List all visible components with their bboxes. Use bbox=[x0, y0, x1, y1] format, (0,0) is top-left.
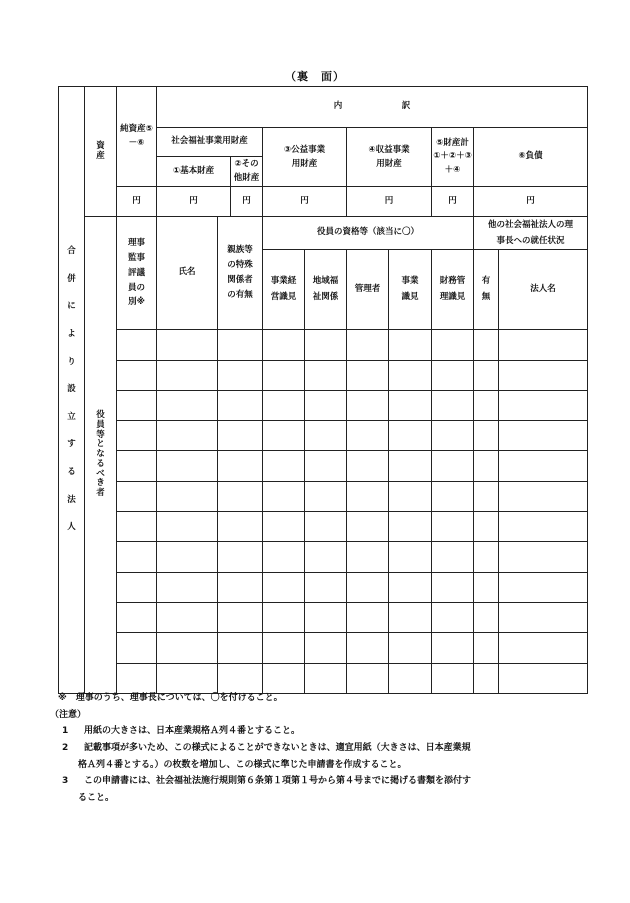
property-total-header bbox=[432, 128, 474, 187]
officer-type-cell[interactable] bbox=[117, 512, 157, 542]
type-line: 別※ bbox=[128, 297, 145, 308]
relatives-cell[interactable] bbox=[218, 602, 263, 632]
officer-name-cell[interactable] bbox=[157, 390, 218, 420]
corp-name-cell[interactable] bbox=[499, 512, 588, 542]
officer-entry-row bbox=[59, 360, 588, 390]
relatives-cell[interactable] bbox=[218, 421, 263, 451]
corp-name-cell[interactable] bbox=[499, 542, 588, 572]
regional-cell[interactable] bbox=[305, 542, 347, 572]
corp-name-cell[interactable] bbox=[499, 451, 588, 481]
biz-mgmt-cell[interactable] bbox=[263, 481, 305, 511]
side-char: に bbox=[67, 301, 76, 312]
biz-insight-cell[interactable] bbox=[389, 633, 432, 663]
biz-mgmt-cell[interactable] bbox=[263, 360, 305, 390]
corp-name-cell[interactable] bbox=[499, 633, 588, 663]
biz-insight-cell[interactable] bbox=[389, 390, 432, 420]
regional-welfare-header bbox=[305, 250, 347, 330]
breakdown-header: 内 訳 bbox=[157, 87, 588, 128]
biz-insight-cell[interactable] bbox=[389, 512, 432, 542]
relatives-cell[interactable] bbox=[218, 542, 263, 572]
revenue-property-header bbox=[347, 128, 432, 187]
officer-entry-row bbox=[59, 390, 588, 420]
liabilities-value[interactable]: 円 bbox=[474, 187, 588, 217]
manager-cell[interactable] bbox=[347, 481, 389, 511]
officer-type-cell[interactable] bbox=[117, 451, 157, 481]
other-corp-line: 事長への就任状況 bbox=[496, 236, 565, 247]
officer-type-header bbox=[117, 217, 157, 330]
note-item-2 bbox=[58, 740, 588, 757]
assets-row-label bbox=[85, 87, 117, 217]
liabilities-header: ⑥負債 bbox=[474, 128, 588, 187]
officer-entry-row bbox=[59, 330, 588, 360]
side-char: 併 bbox=[67, 273, 76, 284]
presence-cell[interactable] bbox=[474, 390, 499, 420]
presence-cell[interactable] bbox=[474, 360, 499, 390]
regional-cell[interactable] bbox=[305, 663, 347, 693]
manager-cell[interactable] bbox=[347, 512, 389, 542]
manager-cell[interactable] bbox=[347, 542, 389, 572]
relatives-cell[interactable] bbox=[218, 390, 263, 420]
biz-mgmt-cell[interactable] bbox=[263, 633, 305, 663]
regional-cell[interactable] bbox=[305, 572, 347, 602]
manager-cell[interactable] bbox=[347, 390, 389, 420]
relatives-line: の特殊 bbox=[227, 260, 253, 271]
revenue-line: ④収益事業 bbox=[368, 144, 410, 155]
officer-type-cell[interactable] bbox=[117, 390, 157, 420]
officers-label-char: な bbox=[96, 449, 105, 460]
officer-name-cell[interactable] bbox=[157, 602, 218, 632]
biz-insight-cell[interactable] bbox=[389, 572, 432, 602]
note-item-3 bbox=[58, 773, 588, 790]
finance-cell[interactable] bbox=[432, 512, 474, 542]
note-item-3-continued: ること。 bbox=[78, 792, 115, 803]
public-property-value[interactable]: 円 bbox=[263, 187, 347, 217]
public-property-header bbox=[263, 128, 347, 187]
officers-label-char: き bbox=[96, 478, 105, 489]
finance-cell[interactable] bbox=[432, 572, 474, 602]
net-assets-header: 純資産⑤－⑥ bbox=[117, 87, 157, 187]
q-line: 識見 bbox=[401, 291, 419, 302]
corp-name-cell[interactable] bbox=[499, 330, 588, 360]
officer-entry-row bbox=[59, 663, 588, 693]
biz-mgmt-cell[interactable] bbox=[263, 451, 305, 481]
q-line: 有 bbox=[481, 276, 491, 287]
biz-insight-cell[interactable] bbox=[389, 481, 432, 511]
other-property-header: ②その他財産 bbox=[231, 157, 263, 187]
officer-name-cell[interactable] bbox=[157, 451, 218, 481]
relatives-cell[interactable] bbox=[218, 572, 263, 602]
name-header: 氏名 bbox=[157, 217, 218, 330]
biz-mgmt-cell[interactable] bbox=[263, 542, 305, 572]
officer-entry-row bbox=[59, 512, 588, 542]
presence-cell[interactable] bbox=[474, 663, 499, 693]
officer-name-cell[interactable] bbox=[157, 360, 218, 390]
relatives-line: の有無 bbox=[227, 290, 253, 301]
officer-type-cell[interactable] bbox=[117, 481, 157, 511]
type-line: 監事 bbox=[127, 252, 145, 263]
side-char: 設 bbox=[67, 384, 76, 395]
regional-cell[interactable] bbox=[305, 360, 347, 390]
biz-insight-cell[interactable] bbox=[389, 663, 432, 693]
corp-name-header: 法人名 bbox=[499, 250, 588, 330]
q-line: 無 bbox=[481, 291, 491, 302]
officers-label-char: 者 bbox=[96, 488, 105, 499]
officers-label-char: 等 bbox=[96, 429, 105, 440]
finance-cell[interactable] bbox=[432, 390, 474, 420]
relatives-header bbox=[218, 217, 263, 330]
officer-name-cell[interactable] bbox=[157, 663, 218, 693]
manager-cell[interactable] bbox=[347, 451, 389, 481]
finance-cell[interactable] bbox=[432, 481, 474, 511]
biz-insight-header bbox=[389, 250, 432, 330]
q-line: 営識見 bbox=[270, 291, 297, 302]
other-property-value[interactable]: 円 bbox=[231, 187, 263, 217]
presence-cell[interactable] bbox=[474, 633, 499, 663]
side-char: 合 bbox=[67, 246, 76, 257]
officer-name-cell[interactable] bbox=[157, 572, 218, 602]
biz-mgmt-header bbox=[263, 250, 305, 330]
notes-heading: （注意） bbox=[50, 709, 87, 720]
manager-cell[interactable] bbox=[347, 633, 389, 663]
presence-cell[interactable] bbox=[474, 451, 499, 481]
relatives-cell[interactable] bbox=[218, 663, 263, 693]
side-char: 人 bbox=[67, 522, 76, 533]
application-form-table bbox=[58, 86, 588, 694]
presence-cell[interactable] bbox=[474, 572, 499, 602]
revenue-property-value[interactable]: 円 bbox=[347, 187, 432, 217]
officer-entry-row bbox=[59, 602, 588, 632]
officer-name-cell[interactable] bbox=[157, 542, 218, 572]
officers-label-char: 員 bbox=[96, 419, 105, 430]
relatives-cell[interactable] bbox=[218, 481, 263, 511]
type-line: 評議 bbox=[127, 267, 145, 278]
relatives-line: 関係者 bbox=[227, 275, 253, 286]
officer-name-cell[interactable] bbox=[157, 421, 218, 451]
net-assets-value[interactable]: 円 bbox=[117, 187, 157, 217]
officer-type-cell[interactable] bbox=[117, 572, 157, 602]
presence-cell[interactable] bbox=[474, 512, 499, 542]
officer-entry-row bbox=[59, 542, 588, 572]
manager-cell[interactable] bbox=[347, 663, 389, 693]
note-number: 1 bbox=[62, 726, 69, 737]
assets-label-char: 産 bbox=[96, 150, 105, 161]
q-line: 事業 bbox=[401, 276, 419, 287]
regional-cell[interactable] bbox=[305, 330, 347, 360]
note-item-1 bbox=[58, 723, 588, 740]
biz-mgmt-cell[interactable] bbox=[263, 572, 305, 602]
relatives-cell[interactable] bbox=[218, 330, 263, 360]
type-line: 員の bbox=[127, 282, 145, 293]
regional-cell[interactable] bbox=[305, 602, 347, 632]
manager-header: 管理者 bbox=[347, 250, 389, 330]
note-text: 用紙の大きさは、日本産業規格Ａ列４番とすること。 bbox=[84, 726, 301, 737]
property-total-value[interactable]: 円 bbox=[432, 187, 474, 217]
corp-name-cell[interactable] bbox=[499, 360, 588, 390]
finance-cell[interactable] bbox=[432, 663, 474, 693]
manager-cell[interactable] bbox=[347, 602, 389, 632]
officers-label-char: る bbox=[96, 458, 105, 469]
relatives-cell[interactable] bbox=[218, 360, 263, 390]
q-line: 理識見 bbox=[439, 291, 466, 302]
officer-name-cell[interactable] bbox=[157, 633, 218, 663]
corp-name-cell[interactable] bbox=[499, 421, 588, 451]
regional-cell[interactable] bbox=[305, 451, 347, 481]
presence-cell[interactable] bbox=[474, 330, 499, 360]
side-char: よ bbox=[67, 328, 76, 339]
officer-type-cell[interactable] bbox=[117, 330, 157, 360]
relatives-cell[interactable] bbox=[218, 512, 263, 542]
other-corp-line: 他の社会福祉法人の理 bbox=[488, 220, 574, 230]
corp-name-cell[interactable] bbox=[499, 572, 588, 602]
officer-entry-row bbox=[59, 451, 588, 481]
finance-cell[interactable] bbox=[432, 602, 474, 632]
total-line: ①＋②＋③ bbox=[433, 151, 472, 162]
manager-cell[interactable] bbox=[347, 572, 389, 602]
presence-cell[interactable] bbox=[474, 481, 499, 511]
basic-property-value[interactable]: 円 bbox=[157, 187, 231, 217]
other-corp-header bbox=[474, 217, 588, 250]
regional-cell[interactable] bbox=[305, 512, 347, 542]
q-line: 祉関係 bbox=[312, 291, 339, 302]
q-line: 地域福 bbox=[312, 276, 339, 287]
officer-type-cell[interactable] bbox=[117, 360, 157, 390]
corp-name-cell[interactable] bbox=[499, 390, 588, 420]
regional-cell[interactable] bbox=[305, 633, 347, 663]
biz-insight-cell[interactable] bbox=[389, 451, 432, 481]
footnote: ※ 理事のうち、理事長については、〇を付けること。 bbox=[58, 693, 283, 703]
finance-cell[interactable] bbox=[432, 451, 474, 481]
side-label-stack bbox=[59, 245, 84, 535]
biz-mgmt-cell[interactable] bbox=[263, 663, 305, 693]
regional-cell[interactable] bbox=[305, 421, 347, 451]
officers-label-char: べ bbox=[96, 468, 105, 479]
officers-row-label bbox=[85, 217, 117, 694]
side-char: り bbox=[67, 356, 76, 367]
social-welfare-property-header: 社会福祉事業用財産 bbox=[157, 128, 263, 157]
notes-section bbox=[50, 690, 588, 806]
officer-name-cell[interactable] bbox=[157, 512, 218, 542]
finance-cell[interactable] bbox=[432, 633, 474, 663]
officer-entry-row bbox=[59, 633, 588, 663]
biz-mgmt-cell[interactable] bbox=[263, 602, 305, 632]
side-char: す bbox=[67, 439, 76, 450]
officer-type-cell[interactable] bbox=[117, 542, 157, 572]
presence-header bbox=[474, 250, 499, 330]
note-text: 記載事項が多いため、この様式によることができないときは、適宜用紙（大きさは、日本産業規 bbox=[84, 742, 471, 753]
presence-cell[interactable] bbox=[474, 602, 499, 632]
side-char: 法 bbox=[67, 494, 76, 505]
corp-name-cell[interactable] bbox=[499, 663, 588, 693]
side-label-merged-corp bbox=[59, 87, 85, 694]
officer-type-cell[interactable] bbox=[117, 602, 157, 632]
assets-label-char: 資 bbox=[96, 140, 105, 151]
note-number: 3 bbox=[62, 776, 69, 787]
corp-name-cell[interactable] bbox=[499, 602, 588, 632]
officer-type-cell[interactable] bbox=[117, 663, 157, 693]
officer-entry-row bbox=[59, 481, 588, 511]
total-line: ⑤財産計 bbox=[436, 138, 469, 149]
corp-name-cell[interactable] bbox=[499, 481, 588, 511]
relatives-cell[interactable] bbox=[218, 451, 263, 481]
finance-cell[interactable] bbox=[432, 421, 474, 451]
manager-cell[interactable] bbox=[347, 421, 389, 451]
biz-insight-cell[interactable] bbox=[389, 330, 432, 360]
officer-entry-row bbox=[59, 421, 588, 451]
q-line: 財務管 bbox=[439, 276, 466, 287]
relatives-line: 親族等 bbox=[227, 245, 253, 256]
officer-entry-row bbox=[59, 572, 588, 602]
biz-mgmt-cell[interactable] bbox=[263, 330, 305, 360]
page-title: （裏 面） bbox=[285, 70, 345, 83]
biz-insight-cell[interactable] bbox=[389, 360, 432, 390]
qualifications-header: 役員の資格等（該当に〇） bbox=[263, 217, 474, 250]
biz-mgmt-cell[interactable] bbox=[263, 421, 305, 451]
officer-type-cell[interactable] bbox=[117, 421, 157, 451]
finance-cell[interactable] bbox=[432, 330, 474, 360]
biz-insight-cell[interactable] bbox=[389, 602, 432, 632]
side-char: る bbox=[67, 466, 76, 477]
manager-cell[interactable] bbox=[347, 330, 389, 360]
public-line: 用財産 bbox=[291, 159, 318, 169]
relatives-cell[interactable] bbox=[218, 633, 263, 663]
biz-insight-cell[interactable] bbox=[389, 542, 432, 572]
side-char: 立 bbox=[67, 411, 76, 422]
biz-insight-cell[interactable] bbox=[389, 421, 432, 451]
total-line: ＋④ bbox=[444, 164, 461, 175]
q-line: 事業経 bbox=[270, 276, 297, 287]
biz-mgmt-cell[interactable] bbox=[263, 390, 305, 420]
note-number: 2 bbox=[62, 742, 69, 753]
manager-cell[interactable] bbox=[347, 360, 389, 390]
presence-cell[interactable] bbox=[474, 421, 499, 451]
type-line: 理事 bbox=[127, 237, 145, 248]
presence-cell[interactable] bbox=[474, 542, 499, 572]
note-text: この申請書には、社会福祉法施行規則第６条第１項第１号から第４号までに掲げる書類を添付す bbox=[84, 776, 472, 787]
officer-type-cell[interactable] bbox=[117, 633, 157, 663]
finance-cell[interactable] bbox=[432, 542, 474, 572]
regional-cell[interactable] bbox=[305, 390, 347, 420]
officer-name-cell[interactable] bbox=[157, 481, 218, 511]
revenue-line: 用財産 bbox=[376, 159, 402, 169]
regional-cell[interactable] bbox=[305, 481, 347, 511]
biz-mgmt-cell[interactable] bbox=[263, 512, 305, 542]
officers-label-char: 役 bbox=[96, 409, 105, 420]
finance-cell[interactable] bbox=[432, 360, 474, 390]
officer-name-cell[interactable] bbox=[157, 330, 218, 360]
officers-label-char: と bbox=[96, 439, 105, 450]
public-line: ③公益事業 bbox=[283, 144, 326, 155]
note-item-2-continued: 格Ａ列４番とする。）の枚数を増加し、この様式に準じた申請書を作成すること。 bbox=[78, 759, 407, 770]
finance-header bbox=[432, 250, 474, 330]
basic-property-header: ①基本財産 bbox=[157, 157, 231, 187]
